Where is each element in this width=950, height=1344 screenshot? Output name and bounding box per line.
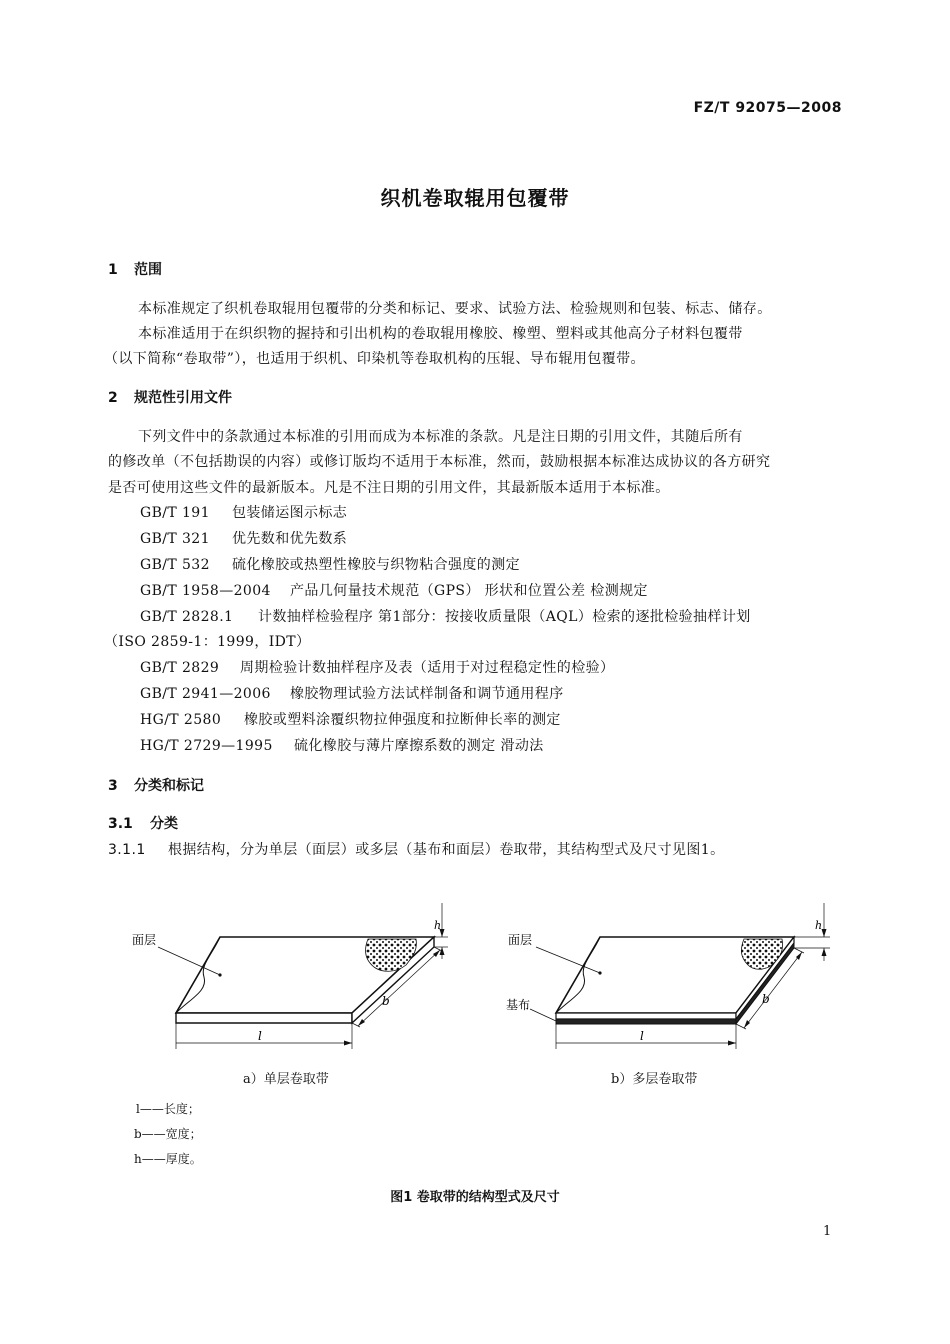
section-2-intro-line-3: 是否可使用这些文件的最新版本。凡是不注日期的引用文件，其最新版本适用于本标准。 (108, 480, 670, 496)
section-2-number: 2 (108, 390, 118, 406)
reference-title: 优先数和优先数系 (232, 531, 348, 547)
reference-title: 硫化橡胶与薄片摩擦系数的测定 滑动法 (294, 738, 544, 754)
reference-title: 硫化橡胶或热塑性橡胶与织物粘合强度的测定 (232, 557, 520, 573)
section-1-number: 1 (108, 262, 118, 278)
reference-code: GB/T 191 (140, 505, 210, 521)
dimension-extension (736, 1024, 746, 1029)
section-1-title: 范围 (134, 262, 162, 278)
belt-front-edge (176, 1013, 352, 1023)
label-dim-h: h (815, 919, 823, 932)
reference-item (140, 735, 544, 755)
label-surface-layer: 面层 (508, 933, 533, 947)
reference-code: GB/T 532 (140, 557, 210, 573)
reference-code: GB/T 321 (140, 531, 210, 547)
document-title: 织机卷取辊用包覆带 (380, 186, 570, 210)
section-2-intro-line-2: 的修改单（不包括勘误的内容）或修订版均不适用于本标准，然而，鼓励根据本标准达成协议的各方研究 (108, 454, 771, 470)
reference-item (140, 554, 520, 574)
dimension-extension (434, 947, 442, 951)
surface-layer-front (556, 1013, 736, 1019)
reference-item (140, 502, 347, 522)
section-3-1-number: 3.1 (108, 816, 133, 832)
section-3-1-1-para (108, 839, 725, 859)
section-3-1-heading (108, 813, 178, 833)
reference-item (140, 528, 347, 548)
reference-title: 橡胶物理试验方法试样制备和调节通用程序 (290, 686, 564, 702)
figure-single-layer-diagram (120, 895, 460, 1055)
section-3-heading (108, 775, 204, 795)
leader-dot (218, 973, 221, 976)
reference-item (140, 709, 561, 729)
section-3-title: 分类和标记 (134, 778, 204, 794)
dimension-arrow (344, 1041, 352, 1046)
reference-title: 产品几何量技术规范（GPS） 形状和位置公差 检测规定 (290, 583, 648, 599)
leader-line (530, 1009, 556, 1021)
reference-code: GB/T 2941—2006 (140, 686, 271, 702)
reference-code: GB/T 2828.1 (140, 609, 234, 625)
legend-item-length: l——长度； (136, 1102, 200, 1116)
reference-item (140, 580, 648, 600)
reference-code: GB/T 2829 (140, 660, 220, 676)
standard-code: FZ/T 92075—2008 (693, 100, 842, 116)
dimension-arrow (440, 947, 445, 955)
section-1-para-2-line-1: 本标准适用于在织织物的握持和引出机构的卷取辊用橡胶、橡塑、塑料或其他高分子材料包覆带 (138, 326, 743, 342)
dimension-arrow (822, 929, 827, 937)
label-dim-l: l (258, 1029, 262, 1043)
reference-title: 橡胶或塑料涂覆织物拉伸强度和拉断伸长率的测定 (244, 712, 561, 728)
section-2-intro-line-1: 下列文件中的条款通过本标准的引用而成为本标准的条款。凡是注日期的引用文件，其随后所有 (138, 429, 743, 445)
section-1-para-2-line-2: （以下简称“卷取带”），也适用于织机、印染机等卷取机构的压辊、导布辊用包覆带。 (104, 351, 645, 367)
figure-multi-layer-diagram (500, 895, 840, 1055)
reference-title: 计数抽样检验程序 第1部分：按接收质量限（AQL）检索的逐批检验抽样计划 (258, 609, 751, 625)
section-2-title: 规范性引用文件 (134, 390, 232, 406)
figure-caption-b: b）多层卷取带 (611, 1072, 698, 1087)
reference-title: 包装储运图示标志 (232, 505, 348, 521)
figure-title: 图1 卷取带的结构型式及尺寸 (390, 1190, 560, 1205)
label-dim-b: b (762, 992, 770, 1006)
reference-title: 周期检验计数抽样程序及表（适用于对过程稳定性的检验） (240, 660, 615, 676)
reference-item-continuation: （ISO 2859-1：1999，IDT） (104, 634, 311, 650)
dimension-extension (794, 948, 804, 953)
base-fabric-front (556, 1019, 736, 1024)
section-3-1-1-text: 根据结构，分为单层（面层）或多层（基布和面层）卷取带，其结构型式及尺寸见图1。 (168, 842, 725, 858)
reference-code: HG/T 2729—1995 (140, 738, 273, 754)
label-dim-h: h (434, 919, 442, 932)
section-1-para-1: 本标准规定了织机卷取辊用包覆带的分类和标记、要求、试验方法、检验规则和包装、标志、储存。 (138, 301, 772, 317)
label-base-fabric: 基布 (506, 998, 531, 1012)
section-3-1-1-number: 3.1.1 (108, 842, 146, 858)
figure-caption-a: a）单层卷取带 (243, 1072, 329, 1087)
leader-dot (598, 971, 601, 974)
label-surface-layer: 面层 (132, 933, 157, 947)
section-2-heading (108, 387, 232, 407)
section-3-number: 3 (108, 778, 118, 794)
label-dim-b: b (382, 994, 390, 1008)
dimension-arrow (728, 1041, 736, 1046)
reference-item (140, 606, 751, 626)
page-number: 1 (823, 1224, 832, 1239)
dimension-arrow (822, 948, 827, 956)
reference-item (140, 657, 614, 677)
legend-item-thickness: h——厚度。 (134, 1152, 202, 1166)
reference-code: HG/T 2580 (140, 712, 222, 728)
legend-item-width: b——宽度； (134, 1127, 202, 1141)
section-1-heading (108, 259, 162, 279)
reference-code: GB/T 1958—2004 (140, 583, 271, 599)
reference-item (140, 683, 564, 703)
section-3-1-title: 分类 (150, 816, 178, 832)
label-dim-l: l (640, 1029, 644, 1043)
